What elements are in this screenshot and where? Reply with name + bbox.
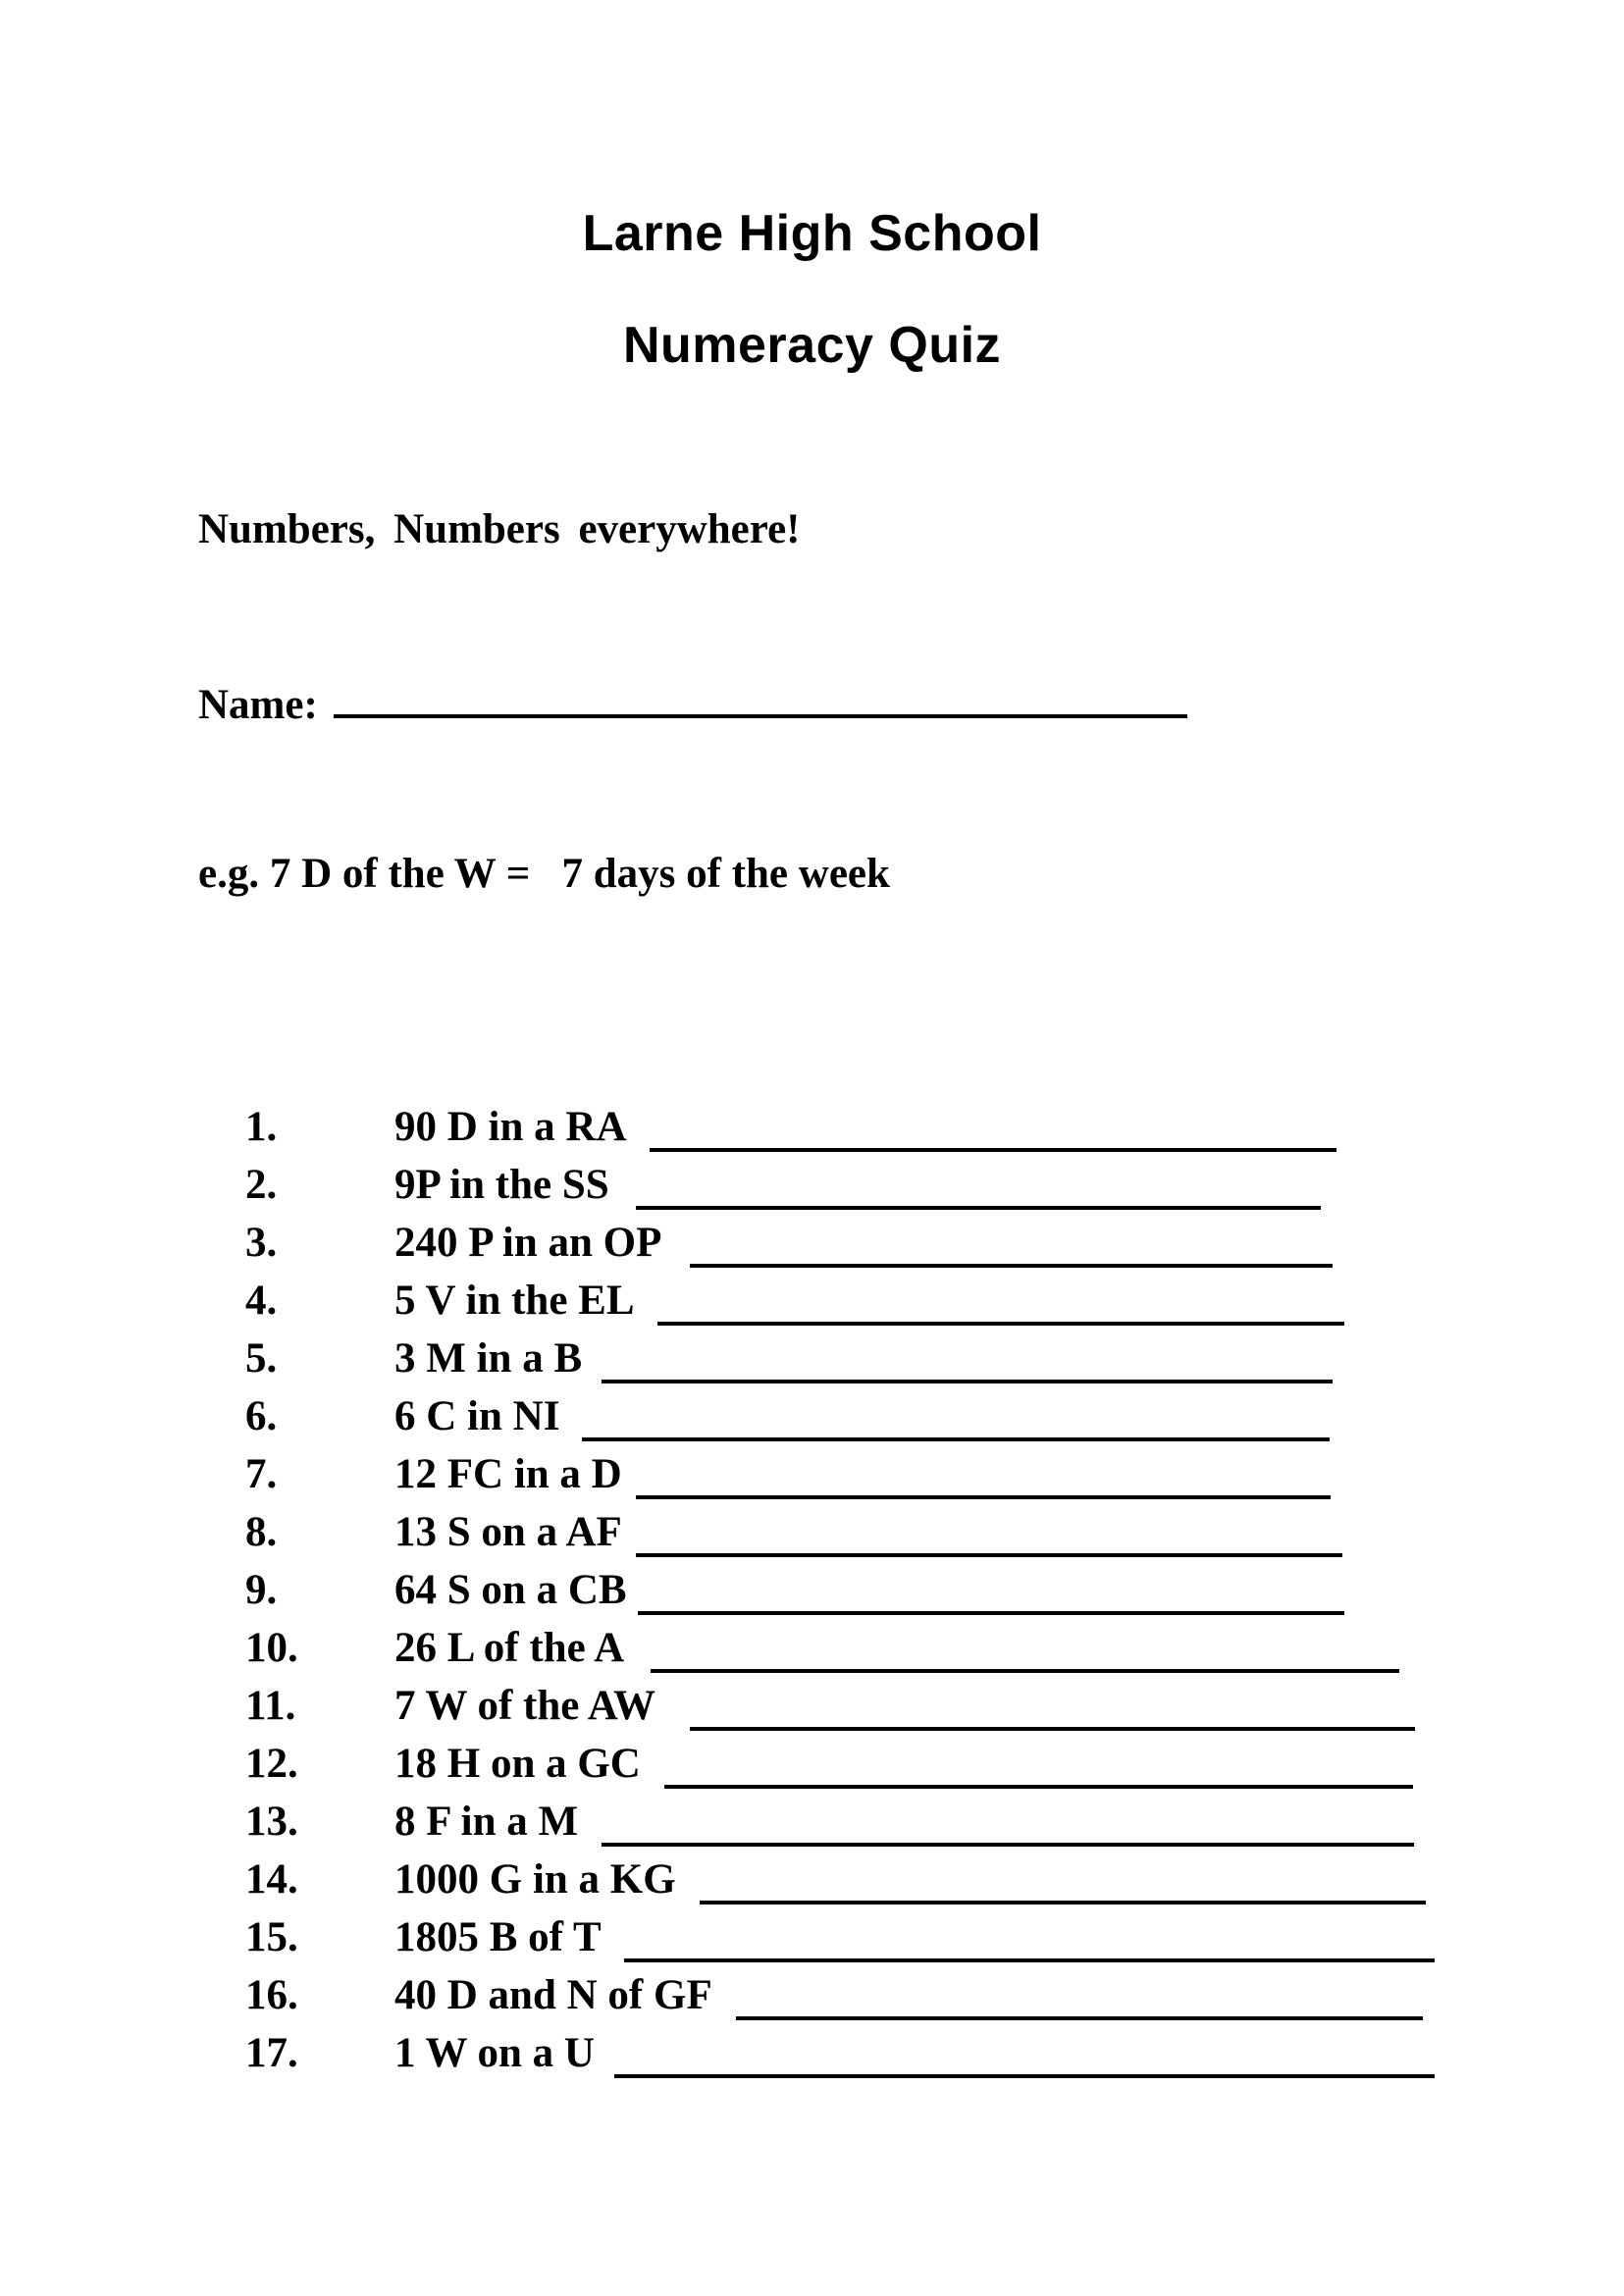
question-text: 6 C in NI xyxy=(394,1393,560,1439)
question-number: 14. xyxy=(245,1856,298,1903)
question-text: 3 M in a B xyxy=(394,1335,583,1382)
question-text: 240 P in an OP xyxy=(394,1220,662,1266)
name-label: Name: xyxy=(198,682,318,728)
answer-blank[interactable] xyxy=(624,1917,1435,1962)
question-number: 11. xyxy=(245,1683,296,1729)
question-number: 6. xyxy=(245,1393,278,1439)
question-number: 9. xyxy=(245,1567,278,1613)
question-number: 1. xyxy=(245,1104,278,1150)
question-text: 1000 G in a KG xyxy=(394,1856,676,1903)
question-text: 90 D in a RA xyxy=(394,1104,627,1150)
quiz-title: Numeracy Quiz xyxy=(622,317,1002,374)
question-number: 12. xyxy=(245,1741,298,1787)
question-number: 10. xyxy=(245,1625,298,1671)
school-name: Larne High School xyxy=(582,205,1042,262)
answer-blank[interactable] xyxy=(690,1686,1415,1731)
question-number: 15. xyxy=(245,1914,298,1960)
name-field xyxy=(198,677,1187,729)
quiz-subtitle: Numbers, Numbers everywhere! xyxy=(198,506,801,552)
answer-blank[interactable] xyxy=(636,1165,1321,1210)
answer-blank[interactable] xyxy=(657,1280,1344,1326)
answer-blank[interactable] xyxy=(736,1975,1423,2020)
answer-blank[interactable] xyxy=(614,2033,1435,2078)
question-text: 64 S on a CB xyxy=(394,1567,627,1613)
question-number: 16. xyxy=(245,1972,298,2018)
answer-blank[interactable] xyxy=(700,1859,1426,1905)
question-text: 26 L of the A xyxy=(394,1625,625,1671)
question-text: 5 V in the EL xyxy=(394,1278,635,1324)
question-text: 1805 B of T xyxy=(394,1914,602,1960)
question-number: 2. xyxy=(245,1162,278,1208)
question-text: 7 W of the AW xyxy=(394,1683,655,1729)
question-text: 40 D and N of GF xyxy=(394,1972,712,2018)
question-text: 9P in the SS xyxy=(394,1162,609,1208)
question-number: 3. xyxy=(245,1220,278,1266)
question-number: 4. xyxy=(245,1278,278,1324)
example-line: e.g. 7 D of the W = 7 days of the week xyxy=(198,851,890,897)
question-text: 8 F in a M xyxy=(394,1799,579,1845)
answer-blank[interactable] xyxy=(602,1338,1333,1383)
answer-blank[interactable] xyxy=(582,1396,1330,1441)
answer-blank[interactable] xyxy=(664,1744,1413,1789)
question-text: 13 S on a AF xyxy=(394,1509,622,1555)
answer-blank[interactable] xyxy=(638,1570,1344,1615)
answer-blank[interactable] xyxy=(602,1801,1414,1847)
question-number: 8. xyxy=(245,1509,278,1555)
question-text: 12 FC in a D xyxy=(394,1451,622,1497)
name-blank-line[interactable] xyxy=(334,677,1187,718)
answer-blank[interactable] xyxy=(650,1107,1336,1152)
question-number: 7. xyxy=(245,1451,278,1497)
answer-blank[interactable] xyxy=(690,1223,1333,1268)
answer-blank[interactable] xyxy=(636,1512,1342,1557)
question-number: 13. xyxy=(245,1799,298,1845)
answer-blank[interactable] xyxy=(651,1628,1399,1673)
answer-blank[interactable] xyxy=(636,1454,1331,1499)
question-number: 5. xyxy=(245,1335,278,1382)
question-number: 17. xyxy=(245,2030,298,2076)
question-text: 18 H on a GC xyxy=(394,1741,641,1787)
question-text: 1 W on a U xyxy=(394,2030,595,2076)
